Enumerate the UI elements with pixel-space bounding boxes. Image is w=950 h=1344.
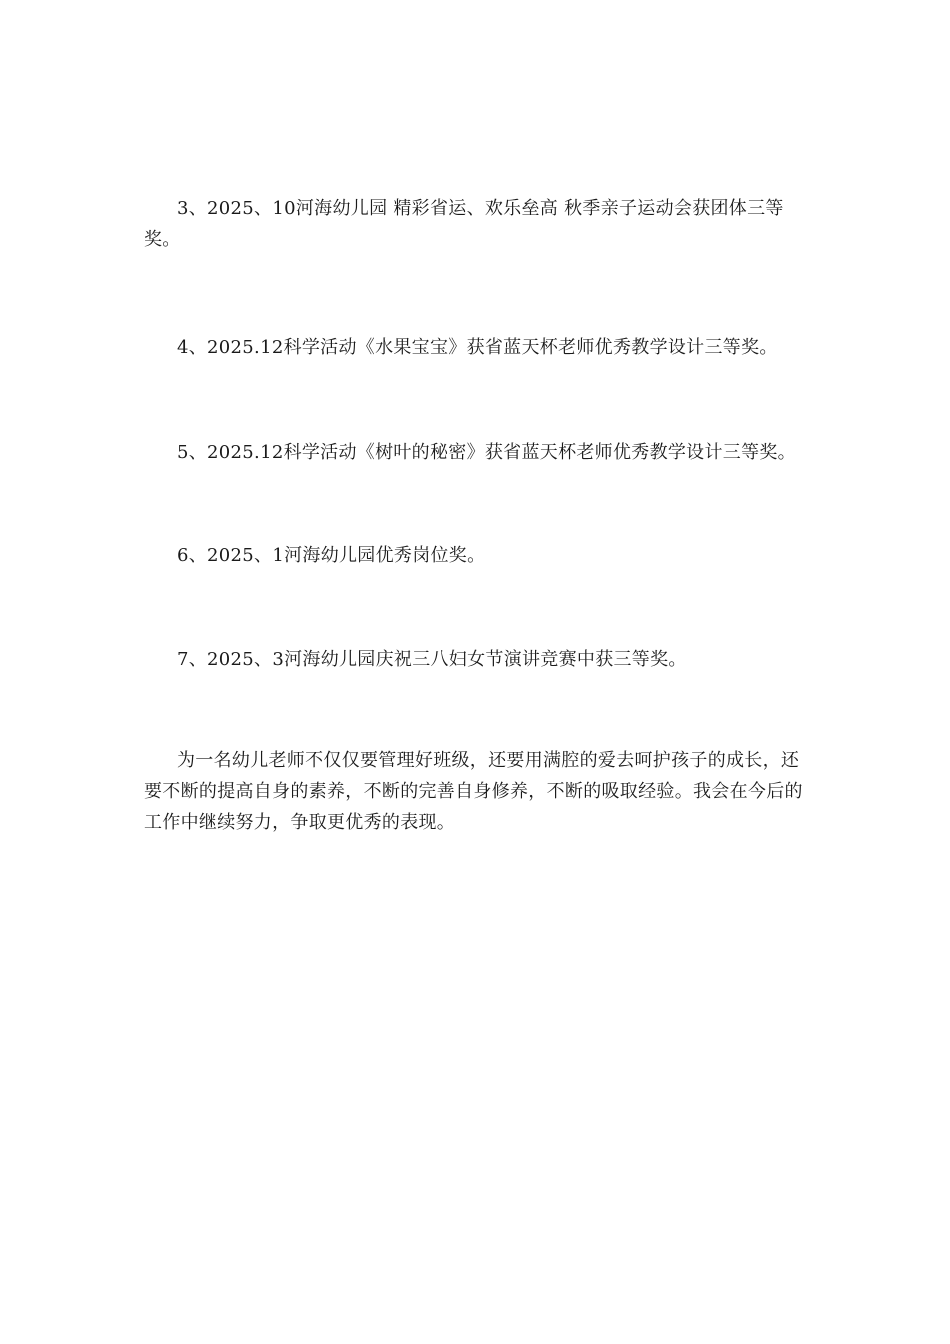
award-item-5: 5、2025.12科学活动《树叶的秘密》获省蓝天杯老师优秀教学设计三等奖。: [177, 442, 796, 463]
award-item-7: 7、2025、3河海幼儿园庆祝三八妇女节演讲竞赛中获三等奖。: [177, 649, 687, 670]
award-item-3: 3、2025、10河海幼儿园 精彩省运、欢乐垒高 秋季亲子运动会获团体三等奖。: [144, 198, 784, 250]
award-item-6: 6、2025、1河海幼儿园优秀岗位奖。: [177, 545, 486, 566]
closing-paragraph: 为一名幼儿老师不仅仅要管理好班级，还要用满腔的爱去呵护孩子的成长，还要不断的提高自身的素养，不断的完善自身修养，不断的吸取经验。我会在今后的工作中继续努力，争取更优秀的表现。: [144, 750, 803, 833]
award-item-4: 4、2025.12科学活动《水果宝宝》获省蓝天杯老师优秀教学设计三等奖。: [177, 337, 778, 358]
